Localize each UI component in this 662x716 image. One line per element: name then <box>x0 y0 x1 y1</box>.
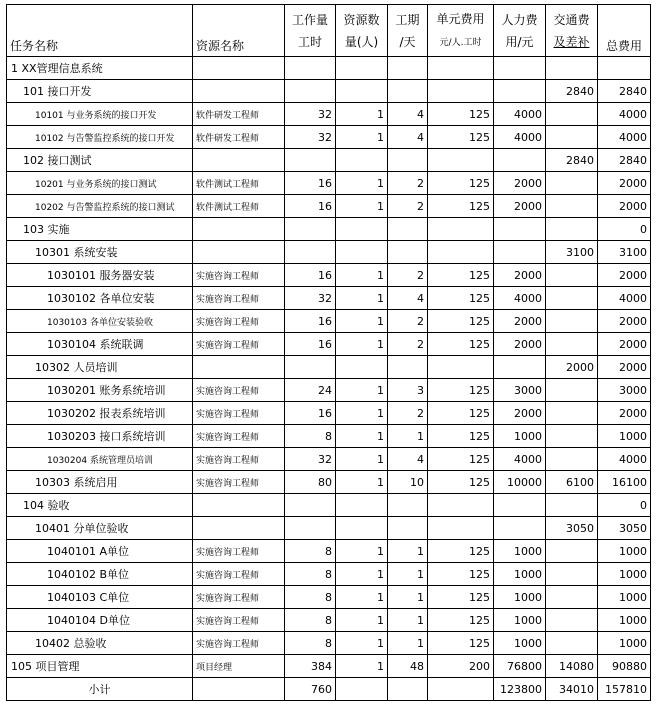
cell-days: 1 <box>388 425 428 448</box>
cell-days <box>388 241 428 264</box>
cell-travel <box>546 425 598 448</box>
cell-travel <box>546 57 598 80</box>
cell-hours: 8 <box>285 563 336 586</box>
cell-labor <box>494 57 546 80</box>
cell-total: 1000 <box>598 609 651 632</box>
cell-travel: 2000 <box>546 356 598 379</box>
cell-task: 10101 与业务系统的接口开发 <box>7 103 193 126</box>
cell-task: 1 XX管理信息系统 <box>7 57 193 80</box>
cell-days: 1 <box>388 632 428 655</box>
cell-count: 1 <box>336 172 388 195</box>
table-row <box>7 632 651 655</box>
header-hours: 工作量 工时 <box>285 5 336 57</box>
cell-task: 1030201 账务系统培训 <box>7 379 193 402</box>
cell-total: 4000 <box>598 103 651 126</box>
cell-count: 1 <box>336 379 388 402</box>
cell-hours <box>285 241 336 264</box>
cell-resource: 实施咨询工程师 <box>193 540 285 563</box>
cell-count: 1 <box>336 632 388 655</box>
cell-total: 3050 <box>598 517 651 540</box>
cell-resource <box>193 218 285 241</box>
cell-travel <box>546 586 598 609</box>
cell-total: 1000 <box>598 540 651 563</box>
cell-rate: 125 <box>428 310 494 333</box>
cell-total: 2000 <box>598 310 651 333</box>
cost-estimate-table <box>6 4 651 701</box>
cell-resource: 软件测试工程师 <box>193 195 285 218</box>
cell-travel: 6100 <box>546 471 598 494</box>
cell-resource <box>193 149 285 172</box>
cell-travel: 3050 <box>546 517 598 540</box>
cell-count <box>336 356 388 379</box>
cell-days: 1 <box>388 586 428 609</box>
table-row <box>7 264 651 287</box>
cell-count <box>336 57 388 80</box>
cell-total: 1000 <box>598 425 651 448</box>
cell-count <box>336 494 388 517</box>
cell-count: 1 <box>336 655 388 678</box>
cell-hours: 16 <box>285 333 336 356</box>
table-row <box>7 563 651 586</box>
cell-count <box>336 80 388 103</box>
cell-labor: 76800 <box>494 655 546 678</box>
cell-labor: 4000 <box>494 448 546 471</box>
cell-hours: 8 <box>285 632 336 655</box>
header-days: 工期 /天 <box>388 5 428 57</box>
subtotal-total: 157810 <box>598 678 651 701</box>
cell-rate: 200 <box>428 655 494 678</box>
cell-days: 4 <box>388 126 428 149</box>
cell-days: 1 <box>388 540 428 563</box>
cell-total: 90880 <box>598 655 651 678</box>
cell-task: 10401 分单位验收 <box>7 517 193 540</box>
cell-travel <box>546 448 598 471</box>
cell-resource: 项目经理 <box>193 655 285 678</box>
header-task: 任务名称 <box>7 5 193 57</box>
cell-task: 104 验收 <box>7 494 193 517</box>
cell-resource: 实施咨询工程师 <box>193 310 285 333</box>
cell-travel <box>546 172 598 195</box>
table-row <box>7 517 651 540</box>
table-row <box>7 57 651 80</box>
cell-task: 10102 与告警监控系统的接口开发 <box>7 126 193 149</box>
cell-travel <box>546 632 598 655</box>
cell-task: 1030102 各单位安装 <box>7 287 193 310</box>
cell-travel <box>546 126 598 149</box>
cell-resource: 实施咨询工程师 <box>193 448 285 471</box>
cell-hours <box>285 57 336 80</box>
cell-hours: 32 <box>285 448 336 471</box>
cell-days: 2 <box>388 310 428 333</box>
cell-count <box>336 149 388 172</box>
cell-labor: 2000 <box>494 264 546 287</box>
cell-total: 2000 <box>598 172 651 195</box>
cell-hours <box>285 149 336 172</box>
cell-days <box>388 517 428 540</box>
cell-days: 2 <box>388 172 428 195</box>
cell-travel <box>546 103 598 126</box>
cell-hours: 8 <box>285 609 336 632</box>
cell-labor: 4000 <box>494 126 546 149</box>
cell-resource: 软件研发工程师 <box>193 126 285 149</box>
cell-hours: 24 <box>285 379 336 402</box>
cell-days: 4 <box>388 103 428 126</box>
cell-task: 1040104 D单位 <box>7 609 193 632</box>
cell-total: 16100 <box>598 471 651 494</box>
cell-rate: 125 <box>428 586 494 609</box>
table-row <box>7 241 651 264</box>
cell-total: 4000 <box>598 448 651 471</box>
cell-total: 4000 <box>598 287 651 310</box>
cell-labor: 1000 <box>494 586 546 609</box>
cell-rate <box>428 80 494 103</box>
cell-count: 1 <box>336 402 388 425</box>
cell-count: 1 <box>336 448 388 471</box>
cell-task: 10303 系统启用 <box>7 471 193 494</box>
table-row <box>7 333 651 356</box>
cell-days: 4 <box>388 448 428 471</box>
table-row <box>7 586 651 609</box>
cell-resource: 实施咨询工程师 <box>193 402 285 425</box>
cell-rate: 125 <box>428 402 494 425</box>
cell-travel: 2840 <box>546 149 598 172</box>
cell-labor <box>494 494 546 517</box>
cell-rate <box>428 57 494 80</box>
cell-task: 1030104 系统联调 <box>7 333 193 356</box>
cell-count: 1 <box>336 586 388 609</box>
table-row <box>7 540 651 563</box>
cell-rate: 125 <box>428 563 494 586</box>
table-row <box>7 494 651 517</box>
cell-labor: 4000 <box>494 103 546 126</box>
cell-labor <box>494 517 546 540</box>
table-row <box>7 80 651 103</box>
cell-total: 2000 <box>598 195 651 218</box>
header-total: 总费用 <box>598 5 651 57</box>
cell-rate <box>428 149 494 172</box>
cell-days <box>388 80 428 103</box>
cell-total <box>598 57 651 80</box>
cell-rate <box>428 494 494 517</box>
cell-count: 1 <box>336 195 388 218</box>
cell-days <box>388 218 428 241</box>
cell-travel: 2840 <box>546 80 598 103</box>
cell-labor: 1000 <box>494 609 546 632</box>
cell-travel <box>546 402 598 425</box>
cell-labor: 2000 <box>494 333 546 356</box>
cell-travel <box>546 379 598 402</box>
cell-travel: 3100 <box>546 241 598 264</box>
cell-count: 1 <box>336 425 388 448</box>
cell-task: 1040102 B单位 <box>7 563 193 586</box>
table-row <box>7 356 651 379</box>
cell-rate: 125 <box>428 632 494 655</box>
table-row <box>7 655 651 678</box>
cell-count: 1 <box>336 471 388 494</box>
cell-travel <box>546 310 598 333</box>
subtotal-resource <box>193 678 285 701</box>
cell-days: 48 <box>388 655 428 678</box>
table-row <box>7 126 651 149</box>
cell-travel <box>546 287 598 310</box>
cell-resource <box>193 517 285 540</box>
cell-count: 1 <box>336 310 388 333</box>
table-row <box>7 218 651 241</box>
cell-days <box>388 356 428 379</box>
header-row <box>7 5 651 57</box>
cell-rate <box>428 241 494 264</box>
cell-hours: 16 <box>285 195 336 218</box>
cell-travel <box>546 218 598 241</box>
cell-task: 101 接口开发 <box>7 80 193 103</box>
cell-hours: 16 <box>285 172 336 195</box>
cell-count <box>336 218 388 241</box>
cell-task: 1030103 各单位安装验收 <box>7 310 193 333</box>
cell-rate: 125 <box>428 379 494 402</box>
cell-hours <box>285 356 336 379</box>
cell-days: 4 <box>388 287 428 310</box>
cell-travel <box>546 609 598 632</box>
cell-travel <box>546 195 598 218</box>
cell-task: 1030202 报表系统培训 <box>7 402 193 425</box>
cell-resource: 软件研发工程师 <box>193 103 285 126</box>
cell-total: 0 <box>598 218 651 241</box>
cell-resource <box>193 241 285 264</box>
cell-resource: 软件测试工程师 <box>193 172 285 195</box>
cell-task: 10302 人员培训 <box>7 356 193 379</box>
cell-rate: 125 <box>428 609 494 632</box>
cell-labor: 3000 <box>494 379 546 402</box>
cell-labor <box>494 218 546 241</box>
cell-count: 1 <box>336 333 388 356</box>
cell-count: 1 <box>336 540 388 563</box>
cell-labor: 4000 <box>494 287 546 310</box>
cell-labor: 1000 <box>494 425 546 448</box>
cell-labor: 10000 <box>494 471 546 494</box>
cell-hours: 32 <box>285 103 336 126</box>
cell-days: 10 <box>388 471 428 494</box>
cell-days: 2 <box>388 333 428 356</box>
cell-resource: 实施咨询工程师 <box>193 379 285 402</box>
cell-labor: 1000 <box>494 540 546 563</box>
subtotal-travel: 34010 <box>546 678 598 701</box>
cell-hours: 8 <box>285 425 336 448</box>
cell-travel <box>546 264 598 287</box>
cell-days <box>388 149 428 172</box>
cell-rate: 125 <box>428 264 494 287</box>
cell-count: 1 <box>336 126 388 149</box>
cell-task: 10202 与告警监控系统的接口测试 <box>7 195 193 218</box>
header-rate: 单元费用 元/人.工时 <box>428 5 494 57</box>
cell-total: 2000 <box>598 264 651 287</box>
subtotal-count <box>336 678 388 701</box>
cell-count: 1 <box>336 287 388 310</box>
header-labor: 人力费 用/元 <box>494 5 546 57</box>
cell-hours: 8 <box>285 586 336 609</box>
cell-hours: 16 <box>285 402 336 425</box>
cell-total: 3100 <box>598 241 651 264</box>
cell-rate: 125 <box>428 333 494 356</box>
cell-labor <box>494 80 546 103</box>
cell-hours <box>285 80 336 103</box>
cell-days: 2 <box>388 195 428 218</box>
cell-task: 105 项目管理 <box>7 655 193 678</box>
cell-rate: 125 <box>428 448 494 471</box>
cell-hours: 80 <box>285 471 336 494</box>
cell-rate: 125 <box>428 195 494 218</box>
cell-count: 1 <box>336 264 388 287</box>
cell-total: 0 <box>598 494 651 517</box>
table-row <box>7 103 651 126</box>
cell-travel <box>546 494 598 517</box>
table-row <box>7 172 651 195</box>
cell-resource: 实施咨询工程师 <box>193 471 285 494</box>
cell-task: 1040101 A单位 <box>7 540 193 563</box>
subtotal-days <box>388 678 428 701</box>
cell-total: 2840 <box>598 80 651 103</box>
cell-resource: 实施咨询工程师 <box>193 333 285 356</box>
cell-resource: 实施咨询工程师 <box>193 632 285 655</box>
cell-labor <box>494 356 546 379</box>
cell-days: 1 <box>388 563 428 586</box>
cell-task: 1040103 C单位 <box>7 586 193 609</box>
cell-total: 2840 <box>598 149 651 172</box>
cell-resource: 实施咨询工程师 <box>193 609 285 632</box>
table-row <box>7 609 651 632</box>
cell-resource: 实施咨询工程师 <box>193 287 285 310</box>
cell-total: 2000 <box>598 356 651 379</box>
cell-hours <box>285 494 336 517</box>
cell-resource: 实施咨询工程师 <box>193 586 285 609</box>
cell-task: 1030204 系统管理员培训 <box>7 448 193 471</box>
cell-total: 1000 <box>598 586 651 609</box>
cell-count <box>336 517 388 540</box>
cell-labor <box>494 241 546 264</box>
subtotal-row <box>7 678 651 701</box>
cell-hours: 16 <box>285 264 336 287</box>
cell-labor: 2000 <box>494 172 546 195</box>
cell-count: 1 <box>336 609 388 632</box>
cell-travel: 14080 <box>546 655 598 678</box>
cell-rate: 125 <box>428 126 494 149</box>
cell-rate: 125 <box>428 425 494 448</box>
cell-hours: 32 <box>285 126 336 149</box>
cell-resource <box>193 356 285 379</box>
cell-labor: 2000 <box>494 310 546 333</box>
cell-total: 1000 <box>598 563 651 586</box>
cell-resource <box>193 494 285 517</box>
cell-hours: 32 <box>285 287 336 310</box>
cell-task: 103 实施 <box>7 218 193 241</box>
cell-travel <box>546 563 598 586</box>
cell-labor: 2000 <box>494 402 546 425</box>
cell-task: 10402 总验收 <box>7 632 193 655</box>
cell-hours: 8 <box>285 540 336 563</box>
cell-labor: 1000 <box>494 632 546 655</box>
cell-labor <box>494 149 546 172</box>
cell-resource: 实施咨询工程师 <box>193 425 285 448</box>
table-row <box>7 149 651 172</box>
cell-days: 3 <box>388 379 428 402</box>
cell-hours: 16 <box>285 310 336 333</box>
cell-count: 1 <box>336 103 388 126</box>
cell-task: 1030203 接口系统培训 <box>7 425 193 448</box>
cell-resource <box>193 80 285 103</box>
cell-total: 2000 <box>598 333 651 356</box>
table-row <box>7 402 651 425</box>
cell-days: 1 <box>388 609 428 632</box>
cell-rate: 125 <box>428 103 494 126</box>
cell-resource <box>193 57 285 80</box>
cell-rate: 125 <box>428 540 494 563</box>
header-travel: 交通费 及差补 <box>546 5 598 57</box>
cell-travel <box>546 333 598 356</box>
cell-resource: 实施咨询工程师 <box>193 563 285 586</box>
cell-days: 2 <box>388 402 428 425</box>
cell-hours <box>285 218 336 241</box>
cell-days <box>388 57 428 80</box>
subtotal-labor: 123800 <box>494 678 546 701</box>
cell-days: 2 <box>388 264 428 287</box>
cell-rate <box>428 218 494 241</box>
cell-count: 1 <box>336 563 388 586</box>
cell-rate: 125 <box>428 287 494 310</box>
table-row <box>7 287 651 310</box>
header-resource: 资源名称 <box>193 5 285 57</box>
cell-days <box>388 494 428 517</box>
cell-total: 4000 <box>598 126 651 149</box>
cell-total: 2000 <box>598 402 651 425</box>
cell-count <box>336 241 388 264</box>
cell-travel <box>546 540 598 563</box>
cell-labor: 2000 <box>494 195 546 218</box>
table-row <box>7 448 651 471</box>
cell-labor: 1000 <box>494 563 546 586</box>
cell-total: 1000 <box>598 632 651 655</box>
cell-hours: 384 <box>285 655 336 678</box>
table-row <box>7 425 651 448</box>
table-row <box>7 471 651 494</box>
cell-rate <box>428 517 494 540</box>
header-count: 资源数 量(人) <box>336 5 388 57</box>
cell-task: 1030101 服务器安装 <box>7 264 193 287</box>
cell-resource: 实施咨询工程师 <box>193 264 285 287</box>
cell-rate <box>428 356 494 379</box>
table-row <box>7 310 651 333</box>
cell-total: 3000 <box>598 379 651 402</box>
cell-rate: 125 <box>428 471 494 494</box>
cell-task: 10301 系统安装 <box>7 241 193 264</box>
cell-task: 102 接口测试 <box>7 149 193 172</box>
cell-rate: 125 <box>428 172 494 195</box>
cell-task: 10201 与业务系统的接口测试 <box>7 172 193 195</box>
subtotal-hours: 760 <box>285 678 336 701</box>
table-row <box>7 379 651 402</box>
subtotal-rate <box>428 678 494 701</box>
cell-hours <box>285 517 336 540</box>
table-row <box>7 195 651 218</box>
subtotal-label: 小计 <box>7 678 193 701</box>
